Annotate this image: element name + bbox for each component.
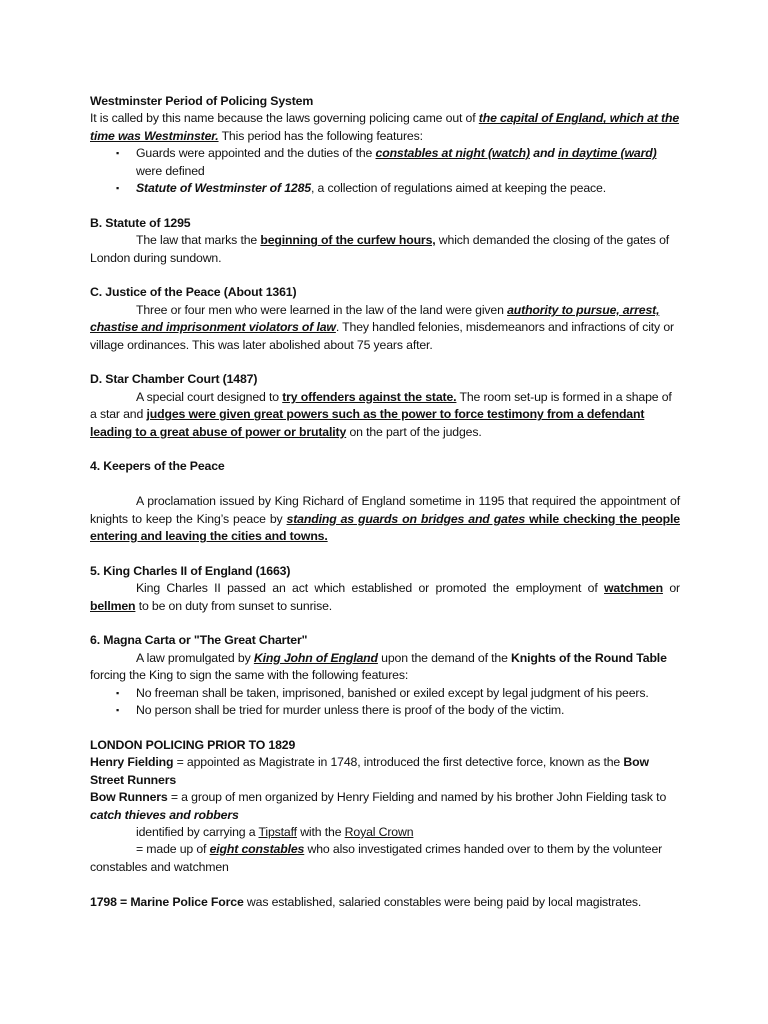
statute-text: The law that marks the beginning of the curfew hours, which demanded the closing of the gates of London during sundown. xyxy=(90,233,670,265)
london-policing-heading: LONDON POLICING PRIOR TO 1829 xyxy=(90,737,296,752)
bullet-icon: ▪ xyxy=(116,687,120,698)
magna-carta-heading: 6. Magna Carta or "The Great Charter" xyxy=(90,633,308,648)
justice-text: Three or four men who were learned in the law of the land were given authority to pursue, arrest, chastise and imprisonment violators of law. They handled felonies, misdemeanors and infractions of city or village ordinances. This was later abolished about 75 years after. xyxy=(90,302,674,352)
bullet-icon: ▪ xyxy=(116,705,120,716)
keepers-text: A proclamation issued by King Richard of England sometime in 1195 that required the appointment of knights to keep the King’s peace by standing as guards on bridges and gates while checking the people entering and leaving the cities and towns. xyxy=(90,494,680,544)
bullet-icon: ▪ xyxy=(116,148,120,159)
document-page xyxy=(90,93,680,911)
star-chamber-heading: D. Star Chamber Court (1487) xyxy=(90,372,258,387)
charles-text: King Charles II passed an act which established or promoted the employment of watchmen or bellmen to be on duty from sunset to sunrise. xyxy=(90,581,680,613)
henry-fielding-entry: Henry Fielding = appointed as Magistrate in 1748, introduced the first detective force, known as the Bow Street Runners xyxy=(90,755,649,787)
bow-runners-made-up: = made up of eight constables who also investigated crimes handed over to them by the volunteer constables and watchmen xyxy=(90,842,663,874)
justice-heading: C. Justice of the Peace (About 1361) xyxy=(90,285,297,300)
statute-heading: B. Statute of 1295 xyxy=(90,215,191,230)
westminster-feature-list xyxy=(90,145,680,197)
westminster-intro: It is called by this name because the laws governing policing came out of the capital of England, which at the time was Westminster. This period has the following features: xyxy=(90,111,680,143)
magna-carta-text: A law promulgated by King John of England upon the demand of the Knights of the Round Table forcing the King to sign the same with the following features: xyxy=(90,650,667,683)
westminster-heading: Westminster Period of Policing System xyxy=(90,94,314,108)
charles-heading: 5. King Charles II of England (1663) xyxy=(90,563,291,578)
list-item: ▪ Guards were appointed and the duties of the constables at night (watch) and in daytime (ward) were defined xyxy=(116,146,657,178)
bow-runners-identified: identified by carrying a Tipstaff with the Royal Crown xyxy=(136,824,414,839)
star-chamber-text: A special court designed to try offenders against the state. The room set-up is formed in a shape of a star and judges were given great powers such as the power to force testimony from a defendant leading to a great abuse of power or brutality on the part of the judges. xyxy=(90,389,672,439)
list-item: ▪ Statute of Westminster of 1285, a collection of regulations aimed at keeping the peace. xyxy=(136,180,680,197)
westminster-intro-emphasis: the capital of England, which at the time was Westminster. xyxy=(90,111,680,143)
magna-carta-feature-list xyxy=(90,685,680,720)
marine-police-entry: 1798 = Marine Police Force was established, salaried constables were being paid by local magistrates. xyxy=(90,894,642,909)
keepers-heading: 4. Keepers of the Peace xyxy=(90,459,225,474)
list-item: ▪ No person shall be tried for murder unless there is proof of the body of the victim. xyxy=(136,702,680,719)
bullet-icon: ▪ xyxy=(116,183,120,194)
list-item: ▪ No freeman shall be taken, imprisoned, banished or exiled except by legal judgment of his peers. xyxy=(136,685,680,702)
bow-runners-entry: Bow Runners = a group of men organized by Henry Fielding and named by his brother John Fielding task to catch thieves and robbers xyxy=(90,790,667,822)
